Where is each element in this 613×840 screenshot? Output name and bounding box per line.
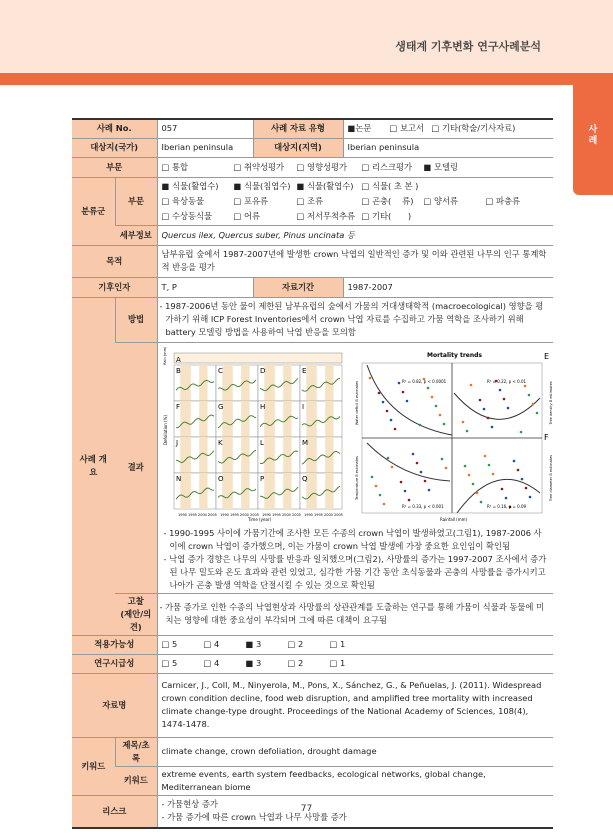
panel-label: E	[301, 366, 306, 375]
data-point	[423, 479, 426, 482]
label-purpose: 목적	[72, 245, 157, 277]
side-tab-label: 사례	[588, 125, 598, 146]
x-tick-label: 1995	[187, 512, 197, 517]
panel-label: L	[259, 438, 264, 447]
data-point	[535, 411, 538, 414]
case-no: 057	[157, 119, 253, 138]
kw-title: climate change, crown defoliation, drought damage	[157, 737, 553, 766]
drought-shade	[264, 473, 275, 509]
x-tick-label: 2005	[249, 512, 259, 517]
data-point	[385, 409, 388, 412]
risk: - 가뭄현상 증가 - 가뭄 증가에 따른 crown 낙엽과 나무 사망률 증가	[157, 795, 553, 828]
r2-label: R² = 0.82, p < 0.0001	[401, 378, 446, 384]
y-axis-label: Tree diameter B estimates	[548, 454, 553, 501]
data-point	[486, 416, 489, 419]
r2-label: R² = 0.16, p = 0.09	[486, 503, 526, 509]
panel-label: K	[217, 438, 223, 447]
label-taxon-sector: 부문	[115, 177, 157, 225]
drought-shade	[241, 401, 249, 437]
x-tick-label: 1990	[261, 512, 271, 517]
data-point	[461, 420, 464, 423]
data-point	[500, 487, 503, 490]
data-point	[427, 488, 430, 491]
drought-shade	[264, 365, 275, 401]
data-point	[469, 383, 472, 386]
panel-label: P	[259, 474, 264, 483]
data-point	[523, 384, 526, 387]
y-axis-label: Temperature B estimates	[354, 455, 359, 500]
drought-shade	[241, 473, 249, 509]
panel-label: M	[301, 438, 308, 447]
data-point	[479, 500, 482, 503]
label-kw-title: 제목/초록	[115, 737, 157, 766]
header-band	[0, 73, 613, 85]
data-point	[399, 480, 402, 483]
panel-label: O	[217, 474, 224, 483]
data-point	[467, 473, 470, 476]
label-kw: 키워드	[115, 766, 157, 795]
data-point	[389, 418, 392, 421]
data-point	[527, 393, 530, 396]
label-applicability: 적용가능성	[72, 635, 157, 654]
data-point	[520, 477, 523, 480]
data-point	[426, 386, 429, 389]
label-method: 방법	[115, 297, 157, 342]
drought-shade	[306, 365, 317, 401]
data-point	[519, 430, 522, 433]
drought-shade	[264, 401, 275, 437]
x-tick-label: 1990	[219, 512, 229, 517]
x-tick-label: 2000	[239, 512, 249, 517]
panel-label: N	[175, 474, 181, 483]
drought-shade	[180, 437, 191, 473]
data-point	[377, 391, 380, 394]
data-point	[512, 459, 515, 462]
data-point	[444, 466, 447, 469]
result-text-1: - 1990-1995 사이에 가뭄기간에 조사한 모든 수종의 crown 낙엽이 발생하였고(그림1), 1987-2006 사이에 crown 낙엽이 증가했으며, 이는 가뭄이 crown 낙엽 발생에 가장 중요한 요인임이 확인됨	[163, 527, 542, 551]
rain-panel	[174, 353, 342, 363]
data-point	[419, 470, 422, 473]
label-taxon: 분류군	[72, 177, 115, 245]
data-point	[475, 491, 478, 494]
label-detail: 세부정보	[115, 225, 157, 245]
x-tick-label: 1990	[177, 512, 187, 517]
data-point	[502, 397, 505, 400]
panel-label: F	[175, 402, 180, 411]
mortality-title: Mortality trends	[426, 351, 482, 359]
drought-shade	[241, 365, 249, 401]
label-target-region: 대상지(지역)	[253, 138, 343, 157]
label-source: 자료명	[72, 673, 157, 737]
data-point	[528, 495, 531, 498]
data-point	[483, 454, 486, 457]
panel-label: Q	[301, 474, 308, 483]
sector-options: □ 통합 □ 취약성평가 □ 영향성평가 □ 리스크평가 ■ 모델링	[157, 157, 553, 177]
method: - 1987-2006년 동안 물이 제한된 남부유럽의 숲에서 가뭄의 거대생태학적 (macroecological) 영향을 평가하기 위해 ICP Forest Inventories에서 crown 낙엽 자료를 수집하고 가뭄 역학을 조사하기 위해 battery 모델링 방법을 사용하여 낙엽 반응을 모의함	[157, 297, 553, 342]
rain-axis-label: Rain (mm)	[162, 346, 167, 365]
data-point	[478, 398, 481, 401]
case-table	[72, 118, 553, 829]
drought-shade	[325, 473, 333, 509]
y-axis-label: Water deficit B estimates	[354, 380, 359, 425]
header-title: 생태계 기후변화 연구사례분석	[395, 40, 541, 53]
data-point	[498, 388, 501, 391]
label-case-no: 사례 No.	[72, 119, 157, 138]
data-point	[463, 464, 466, 467]
urgency-options: □ 5 □ 4 ■ 3 □ 2 □ 1	[157, 654, 553, 673]
detail: Quercus ilex, Quercus suber, Pinus uncinata 등	[157, 225, 553, 245]
drought-shade	[222, 437, 233, 473]
label-result: 결과	[115, 342, 157, 593]
data-point	[374, 484, 377, 487]
r2-label: R² = 0.22, p < 0.01	[486, 378, 526, 384]
data-point	[382, 502, 385, 505]
side-tab	[573, 85, 613, 195]
data-point	[516, 468, 519, 471]
applicability-options: □ 5 □ 4 ■ 3 □ 2 □ 1	[157, 635, 553, 654]
drought-shade	[306, 401, 317, 437]
data-point	[403, 489, 406, 492]
data-point	[487, 463, 490, 466]
data-point	[524, 486, 527, 489]
data-point	[442, 422, 445, 425]
drought-shade	[180, 365, 191, 401]
label-data-type: 사례 자료 유형	[253, 119, 343, 138]
taxon-options: ■ 식물(활엽수) ■ 식물(침엽수) ■ 식물(활엽수) □ 식물( 초 본 ) □ 육상동물 □ 포유류 □ 조류 □ 곤충( 류) □ 양서류 □ 파충류 □ 수상동식물 □ 어류 □ 저서무척추류 □ 기타( )	[157, 177, 553, 225]
target-region: Iberian peninsula	[343, 138, 553, 157]
climate-factor: T, P	[157, 277, 253, 297]
drought-shade	[306, 473, 317, 509]
x-tick-label: 1995	[271, 512, 281, 517]
x-tick-label: 2005	[333, 512, 343, 517]
data-point	[506, 406, 509, 409]
x-tick-label: 2000	[323, 512, 333, 517]
panel-label: B	[175, 366, 181, 375]
panel-label: H	[259, 402, 265, 411]
label-discussion: 고찰 (제안/의견)	[115, 593, 157, 635]
panel-label: C	[217, 366, 223, 375]
drought-shade	[325, 401, 333, 437]
data-point	[490, 425, 493, 428]
target-country: Iberian peninsula	[157, 138, 253, 157]
result-figure	[162, 345, 552, 523]
data-point	[430, 395, 433, 398]
x-tick-label: 1995	[229, 512, 239, 517]
data-point	[397, 381, 400, 384]
drought-shade	[264, 437, 275, 473]
label-period: 자료기간	[253, 277, 343, 297]
label-keywords: 키워드	[72, 737, 115, 795]
drought-shade	[325, 437, 333, 473]
x-tick-label: 1990	[303, 512, 313, 517]
source: Carnicer, J., Coll, M., Ninyerola, M., Pons, X., Sánchez, G., & Peñuelas, J. (2011). Widespread crown condition decline, food web disruption, and amplified tree mortality with increased climate change-type drought. Proceedings of the National Academy of Sciences, 108(4), 1474-1478.	[157, 673, 553, 737]
x-tick-label: 2005	[291, 512, 301, 517]
label-climate-factor: 기후인자	[72, 277, 157, 297]
data-point	[482, 407, 485, 410]
data-point	[418, 423, 421, 426]
data-point	[370, 475, 373, 478]
drought-shade	[222, 365, 233, 401]
kw: extreme events, earth system feedbacks, ecological networks, global change, Mediterranean biome	[157, 766, 553, 795]
x-tick-label: 1995	[313, 512, 323, 517]
result-cell	[157, 342, 553, 593]
y-axis-label: Tree density B estimates	[548, 380, 553, 425]
data-point	[411, 452, 414, 455]
x-axis-label: Time (year)	[247, 516, 271, 522]
data-point	[401, 390, 404, 393]
label-urgency: 연구시급성	[72, 654, 157, 673]
drought-shade	[180, 401, 191, 437]
x-tick-label: 2000	[281, 512, 291, 517]
data-point	[405, 399, 408, 402]
data-point	[378, 493, 381, 496]
panel-label: F	[543, 432, 549, 442]
x-tick-label: 2005	[207, 512, 217, 517]
data-point	[438, 413, 441, 416]
data-point	[471, 482, 474, 485]
data-type: ■논문 □ 보고서 □ 기타(학술/기사자료)	[343, 119, 553, 138]
page-number: 77	[300, 804, 313, 814]
data-point	[415, 461, 418, 464]
discussion: - 가뭄 증가로 인한 수종의 낙엽현상과 사망률의 상관관계를 도출하는 연구를 통해 가뭄이 식물과 동물에 미치는 영향에 대한 중요성이 부각되며 그에 따른 대책이 요구됨	[157, 593, 553, 635]
x-tick-label: 2000	[197, 512, 207, 517]
result-text-2: - 낙엽 증가 경향은 나무의 사망률 반응과 일치했으며(그림2), 사망률의 증가는 1997-2007 조사에서 증가된 나무 밀도와 온도 효과와 관련 있었고, 심각한 가뭄 기간 동안 초식동물과 곤충의 사망률을 증가시키고 나아가 곤충 발생 역학을 단절시킬 수 있는 것으로 확인됨	[163, 553, 547, 590]
label-sector: 부문	[72, 157, 157, 177]
data-point	[491, 472, 494, 475]
data-point	[504, 496, 507, 499]
page-header	[0, 0, 613, 73]
drought-shade	[180, 473, 191, 509]
defoliation-axis-label: Defoliation (%)	[162, 414, 168, 445]
data-point	[381, 400, 384, 403]
panel-label: I	[301, 402, 304, 411]
label-overview: 사례 개요	[72, 297, 115, 635]
data-point	[368, 376, 371, 379]
purpose: 남부유럽 숲에서 1987-2007년에 발생한 crown 낙엽의 일반적인 증가 및 이와 관련된 나무의 인구 통계학적 반응을 평가	[157, 245, 553, 277]
data-point	[440, 457, 443, 460]
drought-shade	[222, 473, 233, 509]
label-risk: 리스크	[72, 795, 157, 828]
drought-shade	[199, 365, 207, 401]
data-point	[434, 404, 437, 407]
drought-shade	[222, 401, 233, 437]
data-point	[390, 465, 393, 468]
panel-frame	[258, 437, 300, 473]
panel-label: G	[217, 402, 223, 411]
panel-label: D	[259, 366, 265, 375]
data-point	[407, 498, 410, 501]
data-point	[386, 456, 389, 459]
data-point	[531, 402, 534, 405]
data-point	[393, 427, 396, 430]
rainfall-axis-label: Rainfall (mm)	[439, 516, 467, 522]
panel-label: A	[175, 355, 181, 364]
r2-label: R² = 0.33, p < 0.001	[401, 503, 444, 509]
period: 1987-2007	[343, 277, 553, 297]
panel-label: J	[175, 438, 178, 447]
panel-label: E	[543, 351, 549, 361]
label-target-country: 대상지(국가)	[72, 138, 157, 157]
data-point	[465, 429, 468, 432]
